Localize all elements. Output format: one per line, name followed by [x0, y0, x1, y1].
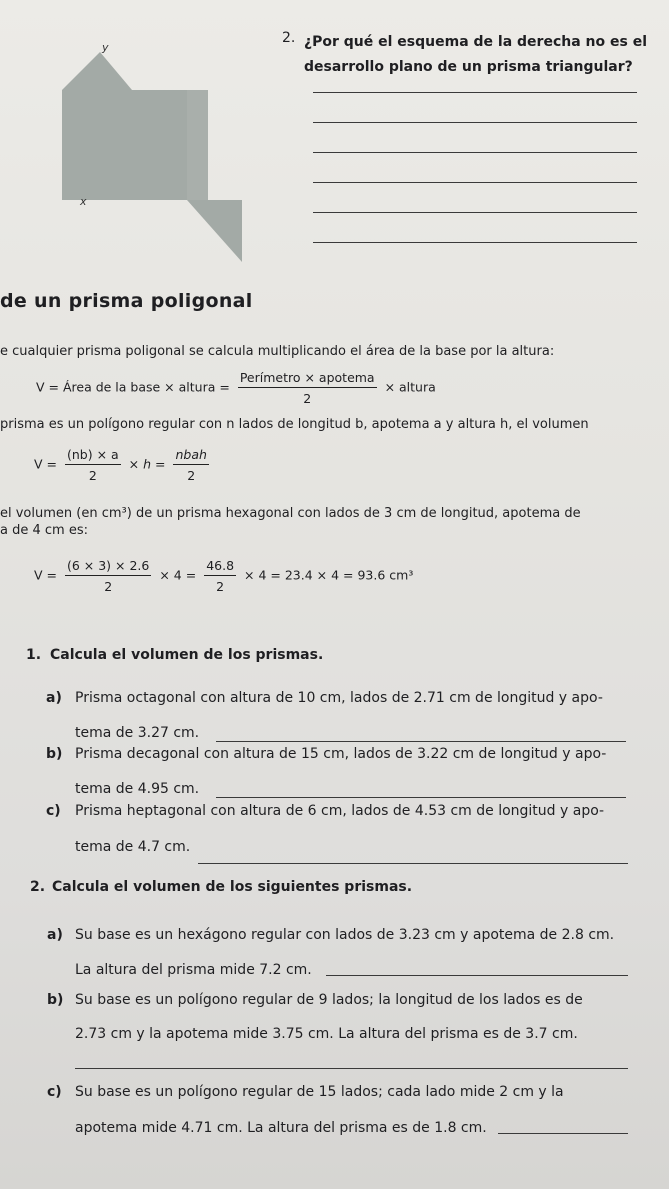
- formula2-fraction-1: [65, 447, 121, 483]
- formula3-fraction-1: [65, 558, 151, 594]
- prism-net-diagram: [0, 0, 250, 270]
- exercise1-number: 1.: [26, 647, 42, 663]
- formula3-num1: (6 × 3) × 2.6: [65, 558, 151, 576]
- regular-polygon-text: prisma es un polígono regular con n lados de longitud b, apotema a y altura h, el volumen: [0, 417, 589, 432]
- exercise1-c-answer[interactable]: [198, 863, 628, 864]
- intro-text: e cualquier prisma poligonal se calcula multiplicando el área de la base por la altura:: [0, 344, 555, 359]
- exercise2-b-line2: 2.73 cm y la apotema mide 3.75 cm. La altura del prisma es de 3.7 cm.: [75, 1026, 578, 1042]
- exercise1-title: Calcula el volumen de los prismas.: [50, 647, 324, 663]
- exercise1-a-line1: Prisma octagonal con altura de 10 cm, lados de 2.71 cm de longitud y apo-: [75, 690, 603, 706]
- exercise2-b-letter: b): [47, 992, 64, 1008]
- example-text-1: el volumen (en cm³) de un prisma hexagonal con lados de 3 cm de longitud, apotema de: [0, 506, 581, 521]
- net-bottom-triangle: [187, 200, 242, 262]
- formula1-denominator: 2: [303, 391, 312, 406]
- answer-line-5[interactable]: [313, 212, 637, 213]
- formula1-lhs: V = Área de la base × altura =: [36, 379, 230, 395]
- formula2-den2: 2: [187, 468, 196, 483]
- answer-line-3[interactable]: [313, 152, 637, 153]
- exercise1-c-line1: Prisma heptagonal con altura de 6 cm, lados de 4.53 cm de longitud y apo-: [75, 803, 605, 819]
- formula-volume-general: [36, 370, 436, 406]
- formula3-rhs: × 4 = 23.4 × 4 = 93.6 cm³: [244, 567, 414, 583]
- formula1-rhs: × altura: [384, 379, 436, 395]
- exercise2-b-answer[interactable]: [75, 1068, 628, 1069]
- formula2-den1: 2: [88, 468, 97, 483]
- exercise2-a-line1: Su base es un hexágono regular con lados de 3.23 cm y apotema de 2.8 cm.: [75, 927, 615, 943]
- formula2-num2: nbah: [173, 447, 208, 465]
- formula2-fraction-2: [173, 447, 208, 483]
- exercise2-b-line1: Su base es un polígono regular de 9 lados; la longitud de los lados es de: [75, 992, 583, 1008]
- exercise1-b-letter: b): [46, 746, 63, 762]
- question2-number: 2.: [282, 30, 296, 46]
- formula3-num2: 46.8: [204, 558, 236, 576]
- exercise1-a-line2: tema de 3.27 cm.: [75, 725, 200, 741]
- label-x: x: [80, 195, 87, 208]
- net-right-wedge: [187, 90, 208, 200]
- exercise2-c-letter: c): [47, 1084, 62, 1100]
- exercise1-c-letter: c): [46, 803, 61, 819]
- formula2-mid: × h =: [128, 456, 166, 472]
- formula1-numerator: Perímetro × apotema: [238, 370, 377, 388]
- exercise2-number: 2.: [30, 879, 46, 895]
- formula-hexagonal-example: [34, 558, 413, 594]
- net-top-triangle: [62, 52, 132, 90]
- exercise1-b-answer[interactable]: [216, 797, 626, 798]
- exercise2-c-line2: apotema mide 4.71 cm. La altura del prisma es de 1.8 cm.: [75, 1120, 487, 1136]
- formula3-den1: 2: [104, 579, 113, 594]
- formula2-num1: (nb) × a: [65, 447, 121, 465]
- exercise2-c-answer[interactable]: [498, 1133, 628, 1134]
- formula-volume-regular: [34, 447, 213, 483]
- example-text-2: a de 4 cm es:: [0, 523, 88, 538]
- exercise2-title: Calcula el volumen de los siguientes prismas.: [52, 879, 413, 895]
- exercise1-c-line2: tema de 4.7 cm.: [75, 839, 191, 855]
- answer-line-1[interactable]: [313, 92, 637, 93]
- formula3-fraction-2: [204, 558, 236, 594]
- exercise1-a-letter: a): [46, 690, 62, 706]
- formula2-lhs: V =: [34, 456, 57, 472]
- answer-line-2[interactable]: [313, 122, 637, 123]
- answer-line-6[interactable]: [313, 242, 637, 243]
- exercise2-a-answer[interactable]: [326, 975, 628, 976]
- exercise1-b-line1: Prisma decagonal con altura de 15 cm, lados de 3.22 cm de longitud y apo-: [75, 746, 607, 762]
- net-rectangle: [62, 90, 187, 200]
- formula3-lhs: V =: [34, 567, 57, 583]
- exercise2-a-line2: La altura del prisma mide 7.2 cm.: [75, 962, 312, 978]
- formula1-fraction: [238, 370, 377, 406]
- answer-line-4[interactable]: [313, 182, 637, 183]
- formula3-den2: 2: [216, 579, 225, 594]
- label-y: y: [102, 41, 109, 54]
- exercise1-b-line2: tema de 4.95 cm.: [75, 781, 200, 797]
- formula3-mid1: × 4 =: [159, 567, 197, 583]
- exercise2-c-line1: Su base es un polígono regular de 15 lados; cada lado mide 2 cm y la: [75, 1084, 564, 1100]
- exercise2-a-letter: a): [47, 927, 63, 943]
- question2-text: ¿Por qué el esquema de la derecha no es el desarrollo plano de un prisma triangular?: [304, 34, 647, 75]
- section-title: de un prisma poligonal: [0, 290, 253, 312]
